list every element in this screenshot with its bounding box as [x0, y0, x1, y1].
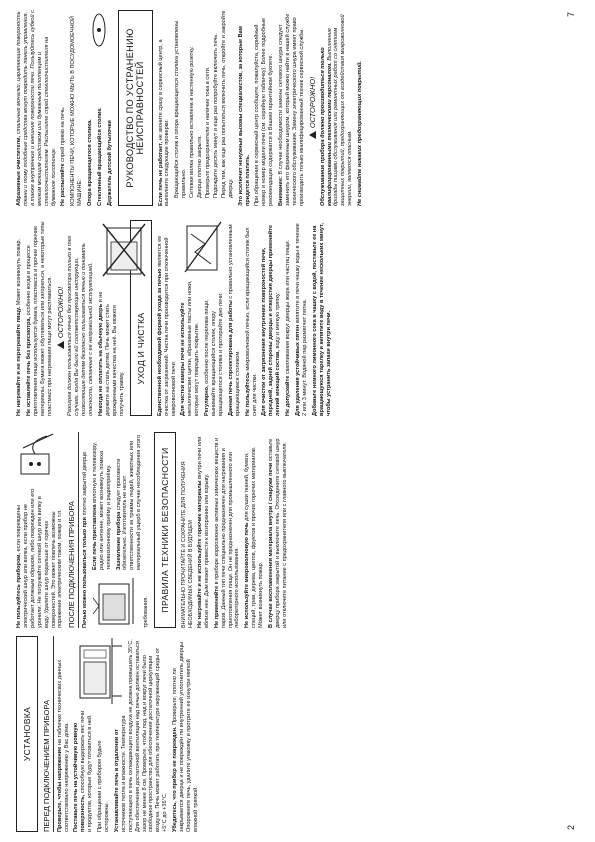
before-connect-heading: ПЕРЕД ПОДКЛЮЧЕНИЕМ ПРИБОРА [43, 636, 54, 832]
list-item: • Вращающийся столик и опора вращающегося столика установлены правильно. [174, 10, 188, 198]
tv-illustration [93, 574, 137, 628]
care-turntable-paragraph: Данная печь спроектирована для работы с правильно установленным вращающимся столиком. [227, 224, 241, 416]
trouble-avoid-calls-paragraph: Это исключит ненужные вызовы специалистов, за которые Вам придется платить. [237, 26, 251, 206]
trouble-checklist [174, 10, 234, 206]
safety-warning-label: ОСТОРОЖНО! [57, 220, 65, 416]
care-glass-caption: Стеклянный вращающийся столик. [96, 107, 103, 206]
safety-door-paragraph: Никогда не оплатить на обычную дверь и не держите на сталь детям. Печь может стать врожденными качества на неё. Вы можете получить травму. [98, 291, 125, 416]
safety-warning-text: Разогрев должен пользоваться печью без присмотра только в тех случаях, когда Вы были ей соответствующие инструкции, позволяющие детям безопасно пользоваться печью и понимать опасности, связанные с ее неправильной эксплуатацией. [67, 235, 95, 416]
warning-triangle-icon [57, 341, 64, 349]
trouble-service-warning-paragraph: Обслуживание прибора должно производиться только квалифицированными техническими персоналом. Выполнение бригады пищами обслуживания или ремонтных работ со снятием защитных покрытий, предохраняющих от воздействия микроволновой энергии, является опасным. [319, 14, 354, 206]
list-item: • Сетевая вилка правильно вставлена в настенную розетку. [189, 10, 196, 198]
care-inner-clean-paragraph: Для очистки от загрязнения внутренних поверхностей печи, передней, задней стороны дверцы и отверстия дверцы применяйте легкий моющий состав, воду и мягкую тряпку. [261, 224, 282, 416]
trouble-intro-paragraph: Если печь не работает, не звоните сразу в сервисный центр, а выполните следующие проверки: [157, 39, 171, 206]
grounding-paragraph: Заземление прибора следует произвести обязательно. Изготовитель не несет ответственности за травмы людей, животных или материальный ущерб в случае несоблюдения этого требования. [115, 434, 150, 628]
care-lemon-paragraph: Добавьте немного лимонного сока в чашку с водой, поставьте ее на вращающуюся тарелку и кипятите воду в течение нескольких минут, чтобы устранить запахи внутри печи. [311, 223, 332, 416]
trouble-service-paragraph: При обращении в сервисный центр сообщите, пожалуйста, серийный номер и номер модели печи (см. серийную табличку). Более подробные рекомендации содержатся в Вашем гарантийном буклете. [254, 17, 275, 206]
care-dishwasher-paragraph: КОМПОНЕНТЫ ПЕЧИ, КОТОРЫЕ МОЖНО МЫТЬ В ПОСУДОМОЕЧНОЙ МАШИНЕ: [70, 15, 84, 206]
care-bottle-caption: Держатель детской бутылочки [106, 120, 113, 206]
turntable-support-illustration [88, 10, 110, 50]
after-connect-heading: ПОСЛЕ ПОДКЛЮЧЕНИЯ ПРИБОРА [68, 432, 79, 628]
plug-illustration [17, 432, 57, 478]
safety-care-column [16, 220, 564, 416]
safety-flammable-paragraph: Не нагревайте и не используйте горючие материалы внутри печи или вблизи нее. Дым может привести к возгоранию или взрыву. [196, 436, 210, 628]
care-grease-paragraph: Не допускайте скапливания вокруг дверцы жира или частиц пищи. [285, 239, 292, 416]
care-trouble-column [16, 10, 564, 206]
page-number-right: 7 [566, 12, 576, 18]
trouble-no-covers-paragraph: Не снимайте никаких предохраняющих покрытий. [357, 60, 364, 206]
install-heat-paragraph: Устанавливайте печь в отдалении от источников тепла и влажности. Температура поступающего в печь охлаждающего воздуха не должна превышать 35°С. Для обеспечения достаточной вентиляции над печью должен оставаться зазор не менее 8 см. Проверьте, чтобы под, над и вокруг печи было свободное пространство для обеспечения достаточной циркуляции воздуха. Печь может работать при температуре окружающей среды от +5°С до +35°С. [113, 639, 169, 832]
care-stains-paragraph: Для удаления устойчивых пятен кипятите в печи чашку воды в течение 2 или 3 минут. Водяной пар размягчит пятна. [295, 223, 308, 416]
install-column [16, 636, 564, 832]
care-abrasive-paragraph: Абразивные очистители, стальные мочалки, царапающие поверхность ткани и тому подобные средства могут повредить панель управления, а также внутренние и внешние поверхности печи. Пользуйтесь губкой с мягким моющим средством или бумажным полотенцем и стеклоочистителем. Распылите спрей стеклоочистителя на бумажное полотенце. [16, 10, 57, 206]
safety-title: ПРАВИЛА ТЕХНИКИ БЕЗОПАСНОСТИ [154, 432, 176, 628]
install-surface-paragraph: Поставьте печь на устойчивую ровную поверхность, способную выдержать вес печи и продуктов, которые будут готовиться в ней. [73, 710, 94, 832]
warning-triangle-icon [309, 131, 316, 139]
safety-intro: ВНИМАТЕЛЬНО ПРОЧИТАЙТЕ И СОХРАНИТЕ ДЛЯ ПОЛУЧЕНИЯ НЕОБХОДИМЫХ СВЕДЕНИЙ В БУДУЩЕМ [181, 461, 194, 628]
care-no-use-paragraph: Не пользуйтесь микроволновой печью, если вращающийся столик был снят для чистки. [244, 227, 258, 416]
install-title: УСТАНОВКА [16, 636, 38, 832]
safety-fire-paragraph: В случае воспламенения материала внутри / снаружи печи оставьте дверцу прибора закрытой и выключите печь. Отсоедините сетевой шнур или отключите питание с предохранителя или с главного выключателя. [268, 438, 288, 628]
list-item: • Проверьте предохранители и наличие тока в сети. [205, 10, 212, 198]
child-door-illustration [99, 220, 149, 280]
list-item: • Подождите десять минут и еще раз попробуйте включить печь. [213, 10, 220, 198]
oven-on-table-illustration [74, 636, 124, 706]
trouble-warning-label: ОСТОРОЖНО! [309, 10, 317, 206]
care-regular-paragraph: Регулярно, особенно после перелива пищи, вынимайте вращающийся столик, опору вращающегося столика и протирайте дно печи. [204, 292, 224, 416]
cleaning-illustration [181, 220, 225, 274]
care-no-spray-paragraph: Не распыляйте спрей прямо на печь. [60, 106, 67, 206]
safety-overheat-paragraph: Не нагревайте и не перегревайте пищу. Может возникнуть пожар. [16, 238, 22, 416]
tv-interference-paragraph: Если печь приставлена вплотную к телевизору, радио или антенне, может возникнуть помеха телевизионному приёму и радиоприёму. [91, 441, 112, 570]
safety-chemicals-paragraph: Не применяйте в приборе коррозионно активных химических веществ и паров. Данный тип печи специально предназначен для нагревания и приготовления пищи. Он не предназначен для промышленного или лабораторного использования. [213, 437, 241, 628]
list-item: • Дверца плотно закрыта. [197, 10, 204, 198]
list-item: • Перед тем, как еще раз попытаться включить печь, откройте и закройте дверцу. [221, 10, 235, 198]
install-voltage-paragraph: Проверьте, чтобы напряжение на табличке технических данных соответствовало напряжению у Вас дома. [56, 659, 70, 832]
install-safety-column [16, 432, 564, 628]
door-closed-paragraph: Печью можно пользоваться только при плотно закрытой дверце. [81, 450, 88, 628]
trouble-title: РУКОВОДСТВО ПО УСТРАНЕНИЮ НЕИСПРАВНОСТЕЙ [118, 10, 153, 206]
trouble-attention-paragraph: Внимание: В случае необходимости замены сетевого шнура следует заменить его фирменным шнуром, который можно найти в нашей службе технического обслуживания. Замену электрического шнура имеет право производить только квалифицированный техник сервисной службы. [278, 13, 305, 206]
install-damage-paragraph: Убедитесь, что прибор не поврежден. Проверьте, плотно ли закрывается дверца и не повреждён ли внутренний уплотнитель дверцы. Опорожните печь, удалите упаковку и протрите ее изнутри мягкой влажной тряпкой. [172, 640, 199, 832]
care-title: УХОД И ЧИСТКА [130, 220, 152, 416]
safety-unattended-paragraph: Не оставляйте печь без присмотра, особенно когда в процессе приготовления пищи используется бумага, пластмасса и прочие горючие материалы. Бумага может обугливаться или загораться, а некоторые типы пластмасс при нагревании пищи могут расплавиться. [25, 221, 53, 416]
safety-drying-paragraph: Не используйте микроволновую печь для сушки тканей, бумаги, специй, трав, дерева, цветов, фруктов и прочих горючих материалов. Может возникнуть пожар. [244, 446, 265, 628]
page-number-left: 2 [566, 824, 576, 830]
care-support-caption: Опора вращающегося столика. [87, 119, 94, 206]
install-careful-paragraph: При обращении с прибором будьте осторожны. [97, 740, 111, 832]
care-intro-paragraph: Единственной необходимой формой ухода за печью является ее очистка от загрязнений. Чистка печи производится при отключенной микроволновой печи. [156, 235, 177, 416]
do-not-use-paragraph: Не пользуйтесь прибором, если повреждены электрический шнур или вилка, если прибор не работает должным образом, либо поврежден или его уронили. Не погружайте сетевой шнур или вилку в воду. Удалите шнур подальше от горячих поверхностей. Это может повлечь возможны поражение электрическим током, пожар и т.п. [16, 488, 64, 628]
care-no-brushes-paragraph: Для чистки камеры печи не используйте металлические щетки, абразивные пасты или ножи, которые могут повредить покрытие. [180, 280, 201, 416]
